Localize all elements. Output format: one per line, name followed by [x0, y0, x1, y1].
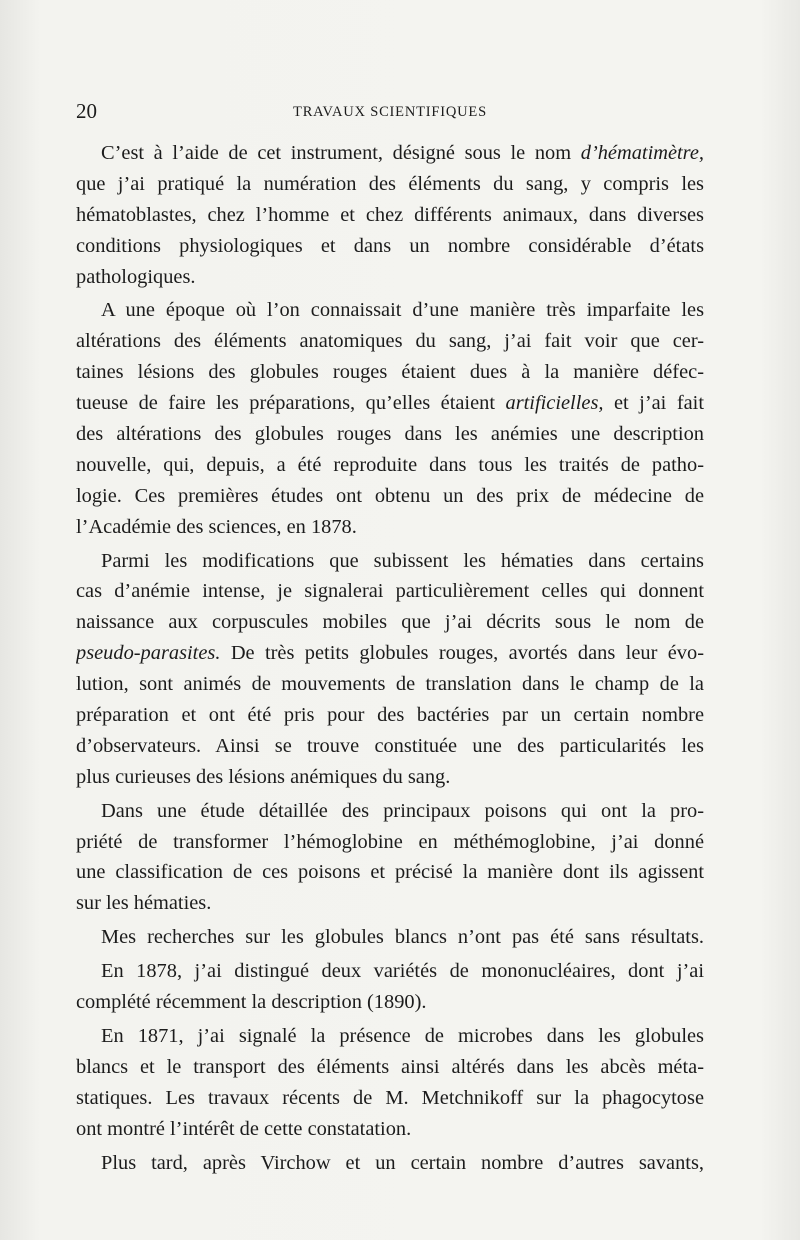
running-title: TRAVAUX SCIENTIFIQUES [293, 104, 487, 120]
text-line: des altérations des globules rouges dans les anémies une description [76, 423, 704, 446]
text-line: nouvelle, qui, depuis, a été reproduite dans tous les traités de patho- [76, 453, 704, 476]
text-line: blancs et le transport des éléments ainsi altérés dans les abcès méta- [76, 1055, 704, 1078]
text-line: l’Académie des sciences, en 1878. [76, 515, 357, 538]
text-line: d’observateurs. Ainsi se trouve constituée une des particularités les [76, 734, 704, 757]
text-line: complété récemment la description (1890). [76, 991, 427, 1014]
text-line: naissance aux corpuscules mobiles que j’ai décrits sous le nom de [76, 611, 704, 634]
text-line: Plus tard, après Virchow et un certain nombre d’autres savants, [101, 1151, 704, 1174]
text-line: plus curieuses des lésions anémiques du sang. [76, 765, 451, 788]
body-text [76, 138, 704, 1178]
page-number: 20 [76, 99, 97, 123]
text-line: priété de transformer l’hémoglobine en méthémoglobine, j’ai donné [76, 830, 704, 853]
text-line: En 1871, j’ai signalé la présence de microbes dans les globules [101, 1024, 704, 1047]
text-line: tueuse de faire les préparations, qu’elles étaient artificielles, et j’ai fait [76, 392, 704, 415]
text-line: Dans une étude détaillée des principaux poisons qui ont la pro- [101, 799, 704, 822]
page-header [76, 98, 704, 124]
text-line: C’est à l’aide de cet instrument, désigné sous le nom d’hématimètre, [101, 142, 704, 164]
text-line: ont montré l’intérêt de cette constatation. [76, 1117, 412, 1140]
text-line: En 1878, j’ai distingué deux variétés de mononucléaires, dont j’ai [101, 960, 704, 983]
text-line: une classification de ces poisons et précisé la manière dont ils agissent [76, 861, 704, 884]
text-line: pathologiques. [76, 265, 196, 288]
text-line: Mes recherches sur les globules blancs n’ont pas été sans résultats. [101, 926, 704, 949]
text-line: taines lésions des globules rouges étaient dues à la manière défec- [76, 361, 704, 384]
text-line: logie. Ces premières études ont obtenu un des prix de médecine de [76, 484, 704, 507]
text-line: altérations des éléments anatomiques du sang, j’ai fait voir que cer- [76, 330, 704, 353]
text-line: pseudo-parasites. De très petits globules rouges, avortés dans leur évo- [76, 642, 704, 665]
text-line: préparation et ont été pris pour des bactéries par un certain nombre [76, 704, 704, 727]
text-line: hématoblastes, chez l’homme et chez différents animaux, dans diverses [76, 203, 704, 226]
text-line: Parmi les modifications que subissent les hématies dans certains [101, 549, 704, 572]
text-line: sur les hématies. [76, 892, 212, 915]
text-line: cas d’anémie intense, je signalerai particulièrement celles qui donnent [76, 580, 704, 603]
text-line: statiques. Les travaux récents de M. Metchnikoff sur la phagocytose [76, 1086, 704, 1109]
text-line: A une époque où l’on connaissait d’une manière très imparfaite les [101, 299, 704, 322]
text-line: lution, sont animés de mouvements de translation dans le champ de la [76, 673, 704, 696]
text-line: que j’ai pratiqué la numération des éléments du sang, y compris les [76, 172, 704, 195]
text-line: conditions physiologiques et dans un nombre considérable d’états [76, 234, 704, 257]
